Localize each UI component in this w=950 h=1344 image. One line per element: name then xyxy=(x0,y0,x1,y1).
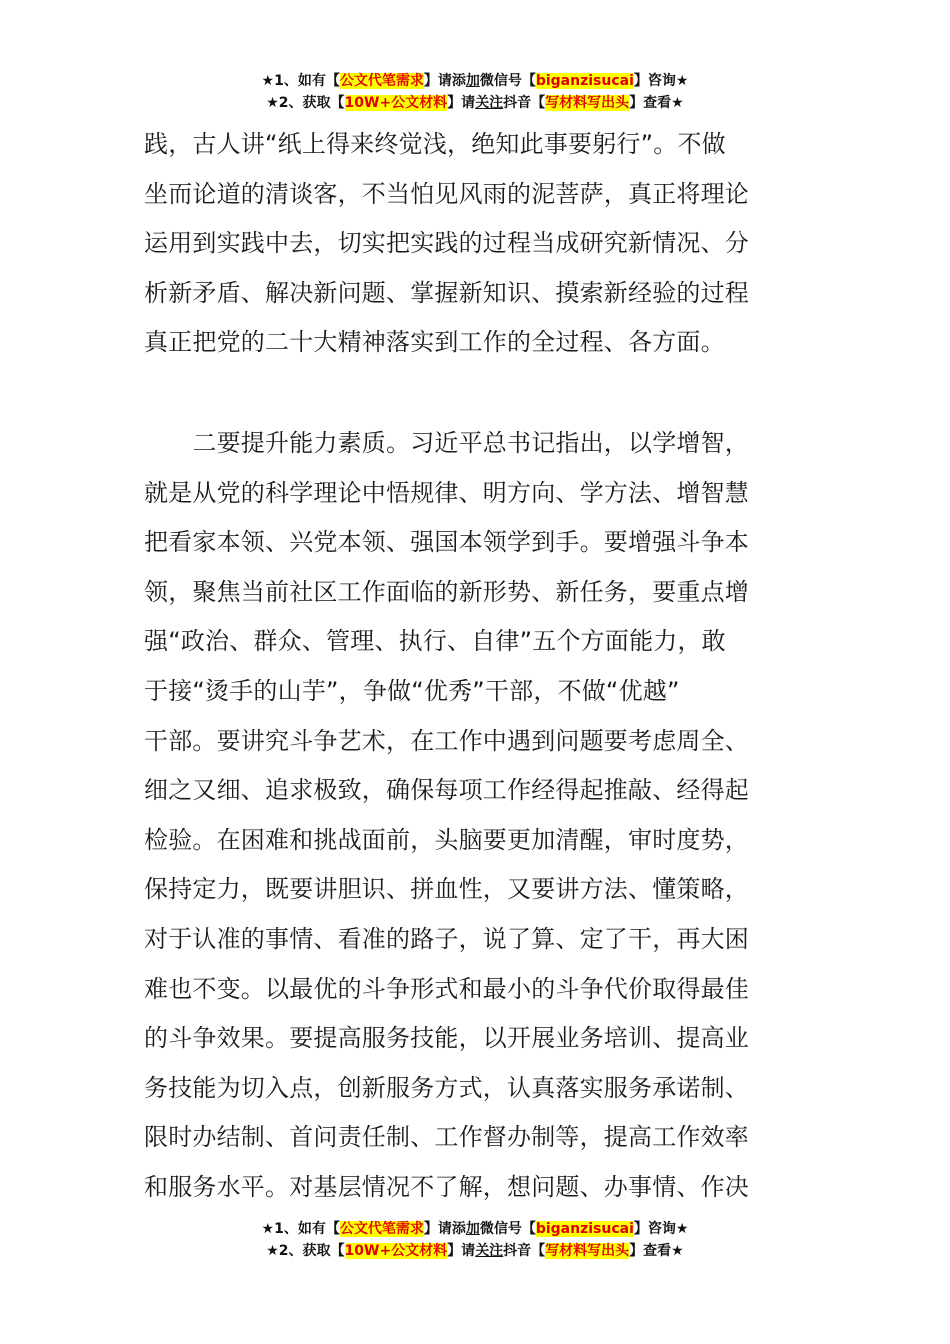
text-line: 和服务水平。对基层情况不了解，想问题、办事情、作决 xyxy=(144,1172,749,1201)
banner-emphasis: 加 xyxy=(465,73,480,89)
highlight-materials: 10W+公文材料 xyxy=(344,95,448,111)
highlight-douyin-account: 写材料写出头 xyxy=(545,95,630,111)
highlight-wechat-id: biganzisucai xyxy=(535,1221,634,1237)
paragraph-practice xyxy=(144,120,814,368)
banner-line-1 xyxy=(0,1218,950,1240)
banner-text: ★1、如有【 xyxy=(261,1221,340,1237)
text-line: 限时办结制、首问责任制、工作督办制等，提高工作效率 xyxy=(144,1123,749,1152)
highlight-service: 公文代笔需求 xyxy=(339,1221,424,1237)
text-line: 检验。在困难和挑战面前，头脑要更加清醒，审时度势， xyxy=(144,825,749,854)
highlight-materials: 10W+公文材料 xyxy=(344,1243,448,1259)
banner-text: 】咨询★ xyxy=(633,1221,689,1237)
banner-line-2 xyxy=(0,92,950,114)
header-banner xyxy=(0,70,950,114)
banner-text: 】请 xyxy=(447,1243,476,1259)
text-line: 强“政治、群众、管理、执行、自律”五个方面能力，敢 xyxy=(144,627,726,656)
text-line: 就是从党的科学理论中悟规律、明方向、学方法、增智慧 xyxy=(144,478,749,507)
banner-text: 微信号【 xyxy=(479,73,536,89)
banner-line-1 xyxy=(0,70,950,92)
banner-text: ★2、获取【 xyxy=(266,1243,345,1259)
text-line: 难也不变。以最优的斗争形式和最小的斗争代价取得最佳 xyxy=(144,974,749,1003)
text-line: 二要提升能力素质。习近平总书记指出，以学增智， xyxy=(144,429,749,457)
banner-text: 抖音【 xyxy=(503,1243,546,1259)
banner-text: 】请添 xyxy=(423,1221,466,1237)
banner-text: 】查看★ xyxy=(629,1243,684,1259)
highlight-douyin-account: 写材料写出头 xyxy=(545,1243,630,1259)
banner-text: 微信号【 xyxy=(479,1221,536,1237)
banner-emphasis: 关注 xyxy=(475,1243,504,1259)
banner-line-2 xyxy=(0,1240,950,1262)
text-line: 坐而论道的清谈客，不当怕见风雨的泥菩萨，真正将理论 xyxy=(144,179,749,208)
banner-text: ★1、如有【 xyxy=(261,73,340,89)
highlight-wechat-id: biganzisucai xyxy=(535,73,634,89)
banner-emphasis: 加 xyxy=(465,1221,480,1237)
text-line: 于接“烫手的山芋”，争做“优秀”干部，不做“优越” xyxy=(144,676,680,705)
text-line: 务技能为切入点，创新服务方式，认真落实服务承诺制、 xyxy=(144,1073,749,1102)
highlight-service: 公文代笔需求 xyxy=(339,73,424,89)
text-line: 把看家本领、兴党本领、强国本领学到手。要增强斗争本 xyxy=(144,528,749,557)
banner-text: 】咨询★ xyxy=(633,73,689,89)
banner-text: ★2、获取【 xyxy=(266,95,345,111)
banner-text: 抖音【 xyxy=(503,95,546,111)
text-line: 对于认准的事情、看准的路子，说了算、定了干，再大困 xyxy=(144,924,749,953)
banner-text: 】请 xyxy=(447,95,476,111)
text-line: 运用到实践中去，切实把实践的过程当成研究新情况、分 xyxy=(144,229,749,258)
text-line: 的斗争效果。要提高服务技能，以开展业务培训、提高业 xyxy=(144,1024,749,1053)
paragraph-ability xyxy=(144,419,814,1213)
banner-text: 】请添 xyxy=(423,73,466,89)
text-line: 保持定力，既要讲胆识、拼血性，又要讲方法、懂策略， xyxy=(144,875,749,904)
text-line: 干部。要讲究斗争艺术，在工作中遇到问题要考虑周全、 xyxy=(144,726,749,755)
footer-banner xyxy=(0,1218,950,1262)
banner-emphasis: 关注 xyxy=(475,95,504,111)
text-line: 析新矛盾、解决新问题、掌握新知识、摸索新经验的过程 xyxy=(144,278,749,307)
text-line: 践，古人讲“纸上得来终觉浅，绝知此事要躬行”。不做 xyxy=(144,130,726,158)
banner-text: 】查看★ xyxy=(629,95,684,111)
text-line: 领，聚焦当前社区工作面临的新形势、新任务，要重点增 xyxy=(144,577,749,606)
text-line: 真正把党的二十大精神落实到工作的全过程、各方面。 xyxy=(144,328,725,357)
text-line: 细之又细、追求极致，确保每项工作经得起推敲、经得起 xyxy=(144,776,749,805)
